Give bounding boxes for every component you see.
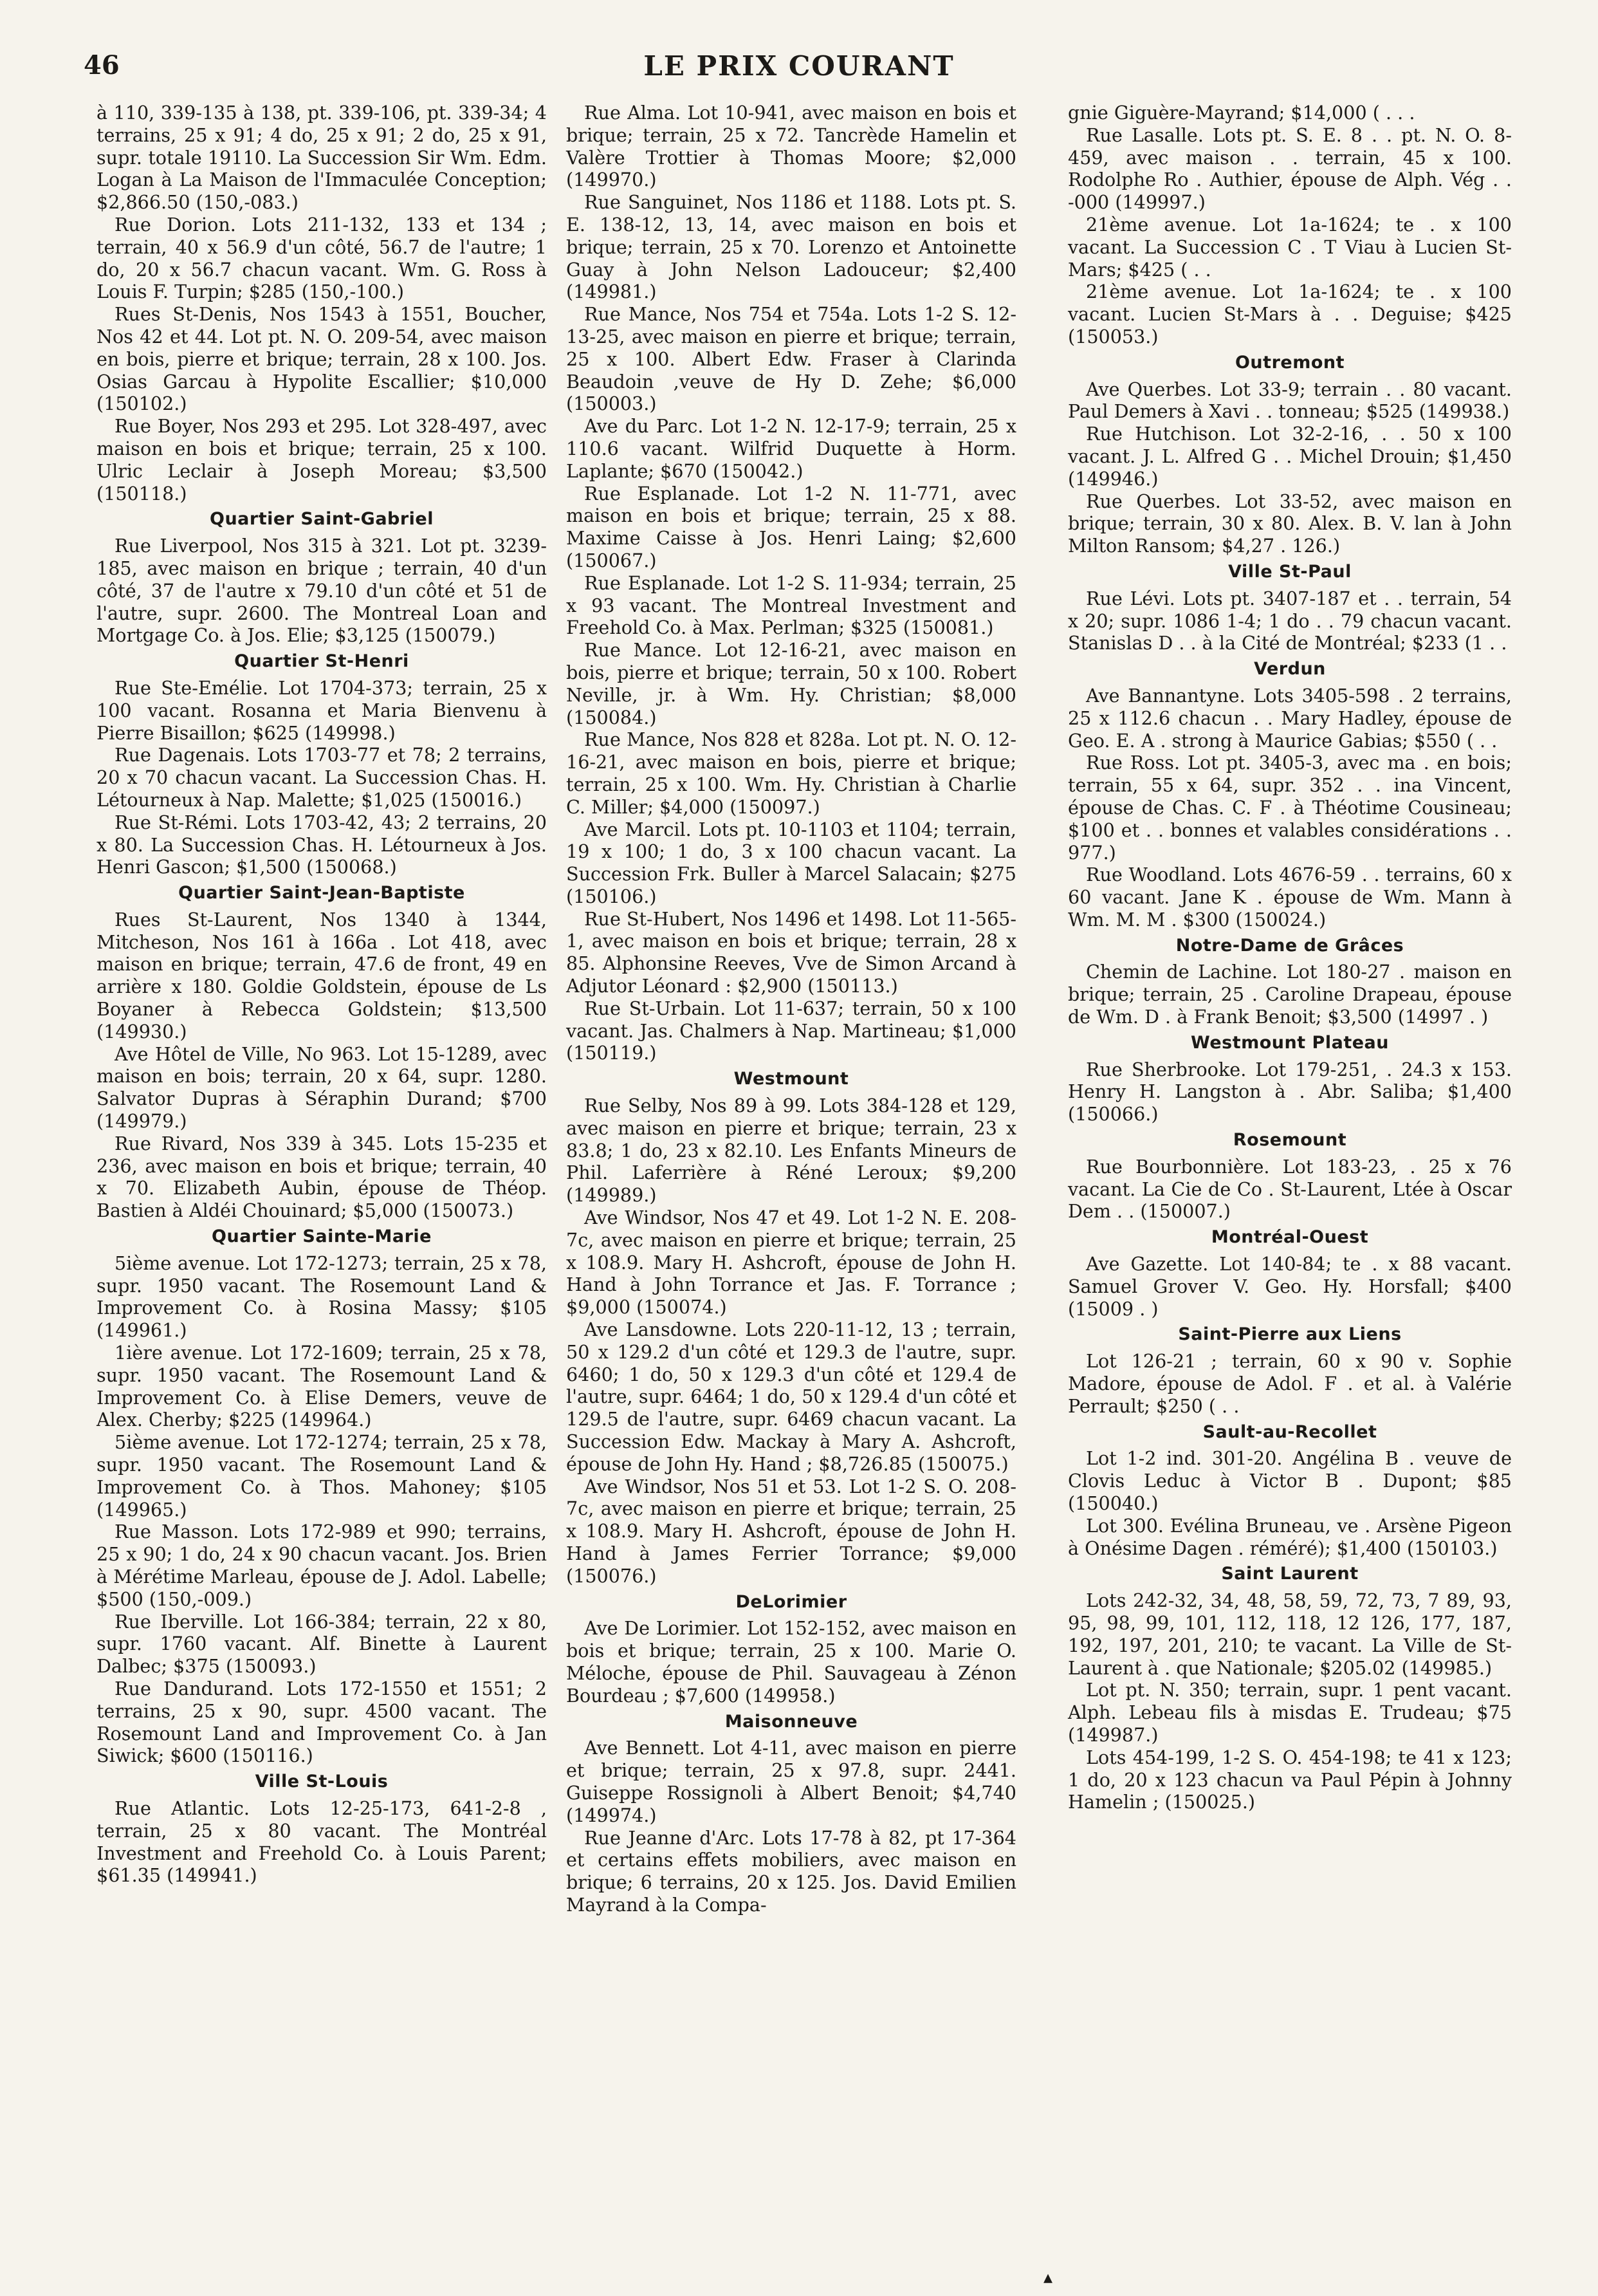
running-head: LE PRIX COURANT (643, 50, 955, 82)
section-heading: DeLorimier (735, 1591, 847, 1612)
listing-entry: Rue Iberville. Lot 166-384; terrain, 22 x 80, supr. 1760 vacant. Alf. Binette à Laurent Dalbec; $375 (150093.) (96, 1610, 547, 1678)
listing-entry: Rue St-Urbain. Lot 11-637; terrain, 50 x 100 vacant. Jas. Chalmers à Nap. Martineau; $1,000 (150119.) (566, 997, 1016, 1064)
listing-entry: Rue Rivard, Nos 339 à 345. Lots 15-235 et 236, avec maison en bois et brique; terrain, 40 x 70. Elizabeth Aubin, épouse de Théop. Bastien à Aldéi Chouinard; $5,000 (150073.) (96, 1132, 547, 1222)
listing-entry: à 110, 339-135 à 138, pt. 339-106, pt. 339-34; 4 terrains, 25 x 91; 4 do, 25 x 91; 2 do, 25 x 91, supr. totale 19110. La Succession Sir Wm. Edm. Logan à La Maison de l'Immaculée Conception; $2,866.50 (150,-083.) (96, 102, 547, 214)
column-2 (566, 102, 1016, 1916)
column-3 (1068, 102, 1512, 1813)
listing-entry: Rue Bourbonnière. Lot 183-23, . 25 x 76 vacant. La Cie de Co . St-Laurent, Ltée à Oscar Dem . . (150007.) (1068, 1155, 1512, 1223)
listing-entry: Rues St-Denis, Nos 1543 à 1551, Boucher, Nos 42 et 44. Lot pt. N. O. 209-54, avec maison en bois, pierre et brique; terrain, 28 x 100. Jos. Osias Garcau à Hypolite Escallier; $10,000 (150102.) (96, 303, 547, 415)
listing-entry: Lot 126-21 ; terrain, 60 x 90 v. Sophie Madore, épouse de Adol. F . et al. à Valérie Perrault; $250 ( . . (1068, 1350, 1512, 1417)
listing-entry: Ave Hôtel de Ville, No 963. Lot 15-1289, avec maison en bois; terrain, 20 x 64, supr. 1280. Salvator Dupras à Séraphin Durand; $700 (149979.) (96, 1042, 547, 1133)
section-heading: Quartier Saint-Jean-Baptiste (178, 883, 465, 903)
listing-entry: 21ème avenue. Lot 1a-1624; te . x 100 vacant. Lucien St-Mars à . . Deguise; $425 (150053.) (1068, 281, 1512, 347)
listing-entry: 21ème avenue. Lot 1a-1624; te . x 100 vacant. La Succession C . T Viau à Lucien St-Mars; $425 ( . . (1068, 213, 1512, 281)
section-heading: Quartier St-Henri (234, 651, 409, 672)
page-number: 46 (84, 50, 120, 80)
section-heading: Westmount Plateau (1191, 1032, 1389, 1053)
listing-entry: Rue Esplanade. Lot 1-2 S. 11-934; terrain, 25 x 93 vacant. The Montreal Investment and Freehold Co. à Max. Perlman; $325 (150081.) (566, 571, 1016, 639)
listing-entry: Ave De Lorimier. Lot 152-152, avec maison en bois et brique; terrain, 25 x 100. Marie O. Méloche, épouse de Phil. Sauvageau à Zénon Bourdeau ; $7,600 (149958.) (566, 1617, 1016, 1707)
listing-entry: Lot pt. N. 350; terrain, supr. 1 pent vacant. Alph. Lebeau fils à misdas E. Trudeau; $75 (149987.) (1068, 1679, 1512, 1746)
listing-entry: Lots 242-32, 34, 48, 58, 59, 72, 73, 7 89, 93, 95, 98, 99, 101, 112, 118, 12 126, 177, 187, 192, 197, 201, 210; te vacant. La Ville de St-Laurent à . que Nationale; $205.02 (149985.) (1068, 1589, 1512, 1679)
listing-entry: Ave du Parc. Lot 1-2 N. 12-17-9; terrain, 25 x 110.6 vacant. Wilfrid Duquette à Horm. Laplante; $670 (150042.) (566, 415, 1016, 482)
listing-entry: Ave Windsor, Nos 51 et 53. Lot 1-2 S. O. 208-7c, avec maison en pierre et brique; terrain, 25 x 108.9. Mary H. Ashcroft, épouse de John H. Hand à James Ferrier Torrance; $9,000 (150076.) (566, 1475, 1016, 1587)
listing-entry: Lots 454-199, 1-2 S. O. 454-198; te 41 x 123; 1 do, 20 x 123 chacun va Paul Pépin à Johnny Hamelin ; (150025.) (1068, 1746, 1512, 1813)
listing-entry: Ave Lansdowne. Lots 220-11-12, 13 ; terrain, 50 x 129.2 d'un côté et 129.3 de l'autre, supr. 6460; 1 do, 50 x 129.3 d'un côté et 129.4 de l'autre, supr. 6464; 1 do, 50 x 129.4 d'un côté et 129.5 de l'autre, supr. 6469 chacun vacant. La Succession Edw. Mackay à Mary A. Ashcroft, épouse de John Hy. Hand ; $8,726.85 (150075.) (566, 1319, 1016, 1475)
section-heading: Rosemount (1233, 1130, 1347, 1151)
listing-entry: Rue Selby, Nos 89 à 99. Lots 384-128 et 129, avec maison en pierre et brique; terrain, 23 x 83.8; 1 do, 23 x 82.10. Les Enfants Mineurs de Phil. Laferrière à Réné Leroux; $9,200 (149989.) (566, 1095, 1016, 1207)
listing-entry: Rue Ross. Lot pt. 3405-3, avec ma . en bois; terrain, 55 x 64, supr. 352 . . ina Vincent, épouse de Chas. C. F . à Théotime Cousineau; $100 et . . bonnes et valables considérations . . 977.) (1068, 752, 1512, 864)
listing-entry: Rue Boyer, Nos 293 et 295. Lot 328-497, avec maison en bois et brique; terrain, 25 x 100. Ulric Leclair à Joseph Moreau; $3,500 (150118.) (96, 415, 547, 505)
listing-entry: Rue Dagenais. Lots 1703-77 et 78; 2 terrains, 20 x 70 chacun vacant. La Succession Chas. H. Létourneux à Nap. Malette; $1,025 (150016.) (96, 744, 547, 811)
section-heading: Maisonneuve (724, 1711, 858, 1732)
listing-entry: Ave Bennett. Lot 4-11, avec maison en pierre et brique; terrain, 25 x 97.8, supr. 2441. Guiseppe Rossignoli à Albert Benoit; $4,740 (149974.) (566, 1737, 1016, 1826)
listing-entry: Rue Mance, Nos 828 et 828a. Lot pt. N. O. 12-16-21, avec maison en bois, pierre et brique; terrain, 25 x 100. Wm. Hy. Christian à Charlie C. Miller; $4,000 (150097.) (566, 728, 1016, 818)
section-heading: Montréal-Ouest (1211, 1227, 1369, 1248)
listing-entry: Rue Lévi. Lots pt. 3407-187 et . . terrain, 54 x 20; supr. 1086 1-4; 1 do . . 79 chacun vacant. Stanislas D . . à la Cité de Montréal; $233 (1 . . (1068, 587, 1512, 654)
listing-entry: Lot 300. Evélina Bruneau, ve . Arsène Pigeon à Onésime Dagen . réméré); $1,400 (150103.) (1068, 1514, 1512, 1559)
listing-entry: Rue Alma. Lot 10-941, avec maison en bois et brique; terrain, 25 x 72. Tancrède Hamelin et Valère Trottier à Thomas Moore; $2,000 (149970.) (566, 102, 1016, 191)
column-1 (96, 102, 547, 1887)
listing-entry: Rue Woodland. Lots 4676-59 . . terrains, 60 x 60 vacant. Jane K . épouse de Wm. Mann à Wm. M. M . $300 (150024.) (1068, 864, 1512, 930)
listing-entry: Ave Querbes. Lot 33-9; terrain . . 80 vacant. Paul Demers à Xavi . . tonneau; $525 (149938.) (1068, 378, 1512, 423)
listing-entry: 5ième avenue. Lot 172-1274; terrain, 25 x 78, supr. 1950 vacant. The Rosemount Land & Improvement Co. à Thos. Mahoney; $105 (149965.) (96, 1431, 547, 1521)
listing-entry: Rue Dandurand. Lots 172-1550 et 1551; 2 terrains, 25 x 90, supr. 4500 vacant. The Rosemount Land and Improvement Co. à Jan Siwick; $600 (150116.) (96, 1677, 547, 1767)
listing-entry: Ave Windsor, Nos 47 et 49. Lot 1-2 N. E. 208-7c, avec maison en pierre et brique; terrain, 25 x 108.9. Mary H. Ashcroft, épouse de John H. Hand à John Torrance et Jas. F. Torrance ; $9,000 (150074.) (566, 1207, 1016, 1319)
listing-entry: Rue St-Hubert, Nos 1496 et 1498. Lot 11-565-1, avec maison en bois et brique; terrain, 28 x 85. Alphonsine Reeves, Vve de Simon Arcand à Adjutor Léonard : $2,900 (150113.) (566, 907, 1016, 997)
footer-mark: ▴ (1043, 2266, 1053, 2288)
section-heading: Saint-Pierre aux Liens (1178, 1324, 1402, 1345)
listing-entry: Rue Mance, Nos 754 et 754a. Lots 1-2 S. 12-13-25, avec maison en pierre et brique; terrain, 25 x 100. Albert Edw. Fraser à Clarinda Beaudoin ,veuve de Hy D. Zehe; $6,000 (150003.) (566, 303, 1016, 415)
section-heading: Quartier Saint-Gabriel (210, 509, 434, 530)
listing-entry: Rue Esplanade. Lot 1-2 N. 11-771, avec maison en bois et brique; terrain, 25 x 88. Maxime Caisse à Jos. Henri Laing; $2,600 (150067.) (566, 482, 1016, 571)
listing-entry: Rue Mance. Lot 12-16-21, avec maison en bois, pierre et brique; terrain, 50 x 100. Robert Neville, jr. à Wm. Hy. Christian; $8,000 (150084.) (566, 639, 1016, 728)
listing-entry: Ave Bannantyne. Lots 3405-598 . 2 terrains, 25 x 112.6 chacun . . Mary Hadley, épouse de Geo. E. A . strong à Maurice Gabias; $550 ( . . (1068, 684, 1512, 752)
listing-entry: Rue St-Rémi. Lots 1703-42, 43; 2 terrains, 20 x 80. La Succession Chas. H. Létourneux à Jos. Henri Gascon; $1,500 (150068.) (96, 811, 547, 878)
section-heading: Notre-Dame de Grâces (1175, 935, 1404, 956)
listing-entry: Rue Sanguinet, Nos 1186 et 1188. Lots pt. S. E. 138-12, 13, 14, avec maison en bois et brique; terrain, 25 x 70. Lorenzo et Antoinette Guay à John Nelson Ladouceur; $2,400 (149981.) (566, 191, 1016, 303)
listing-entry: Rue Atlantic. Lots 12-25-173, 641-2-8 , terrain, 25 x 80 vacant. The Montréal Investment and Freehold Co. à Louis Parent; $61.35 (149941.) (96, 1797, 547, 1887)
listing-entry: Rue Jeanne d'Arc. Lots 17-78 à 82, pt 17-364 et certains effets mobiliers, avec maison en brique; 6 terrains, 20 x 125. Jos. David Emilien Mayrand à la Compa- (566, 1826, 1016, 1916)
listing-entry: Rue Sherbrooke. Lot 179-251, . 24.3 x 153. Henry H. Langston à . Abr. Saliba; $1,400 (150066.) (1068, 1058, 1512, 1125)
section-heading: Outremont (1235, 352, 1345, 373)
listing-entry: Chemin de Lachine. Lot 180-27 . maison en brique; terrain, 25 . Caroline Drapeau, épouse de Wm. D . à Frank Benoit; $3,500 (14997 . ) (1068, 961, 1512, 1028)
listing-entry: Rue Liverpool, Nos 315 à 321. Lot pt. 3239-185, avec maison en brique ; terrain, 40 d'un côté, 37 de l'autre x 79.10 d'un côté et 51 de l'autre, supr. 2600. The Montreal Loan and Mortgage Co. à Jos. Elie; $3,125 (150079.) (96, 535, 547, 647)
section-heading: Sault-au-Recollet (1202, 1421, 1377, 1442)
listing-entry: Ave Marcil. Lots pt. 10-1103 et 1104; terrain, 19 x 100; 1 do, 3 x 100 chacun vacant. La Succession Frk. Buller à Marcel Salacain; $275 (150106.) (566, 818, 1016, 907)
listing-entry: 5ième avenue. Lot 172-1273; terrain, 25 x 78, supr. 1950 vacant. The Rosemount Land & Improvement Co. à Rosina Massy; $105 (149961.) (96, 1252, 547, 1342)
listing-entry: Rue Ste-Emélie. Lot 1704-373; terrain, 25 x 100 vacant. Rosanna et Maria Bienvenu à Pierre Bisaillon; $625 (149998.) (96, 676, 547, 744)
section-heading: Verdun (1254, 659, 1326, 680)
listing-entry: Rue Masson. Lots 172-989 et 990; terrains, 25 x 90; 1 do, 24 x 90 chacun vacant. Jos. Brien à Mérétime Marleau, épouse de J. Adol. Labelle; $500 (150,-009.) (96, 1521, 547, 1610)
listing-entry: Rue Dorion. Lots 211-132, 133 et 134 ; terrain, 40 x 56.9 d'un côté, 56.7 de l'autre; 1 do, 20 x 56.7 chacun vacant. Wm. G. Ross à Louis F. Turpin; $285 (150,-100.) (96, 213, 547, 303)
section-heading: Ville St-Louis (255, 1772, 389, 1792)
listing-entry: Ave Gazette. Lot 140-84; te . x 88 vacant. Samuel Grover V. Geo. Hy. Horsfall; $400 (15009 . ) (1068, 1253, 1512, 1320)
listing-entry: Rue Querbes. Lot 33-52, avec maison en brique; terrain, 30 x 80. Alex. B. V. lan à John Milton Ransom; $4,27 . 126.) (1068, 490, 1512, 557)
listing-entry: 1ière avenue. Lot 172-1609; terrain, 25 x 78, supr. 1950 vacant. The Rosemount Land & Improvement Co. à Elise Demers, veuve de Alex. Cherby; $225 (149964.) (96, 1342, 547, 1431)
listing-entry: Lot 1-2 ind. 301-20. Angélina B . veuve de Clovis Leduc à Victor B . Dupont; $85 (150040.) (1068, 1447, 1512, 1515)
section-heading: Quartier Sainte-Marie (212, 1227, 432, 1247)
section-heading: Saint Laurent (1221, 1564, 1359, 1584)
section-heading: Westmount (733, 1069, 849, 1089)
section-heading: Ville St-Paul (1228, 561, 1352, 582)
listing-entry: gnie Giguère-Mayrand; $14,000 ( . . . (1068, 102, 1415, 124)
listing-entry: Rues St-Laurent, Nos 1340 à 1344, Mitcheson, Nos 161 à 166a . Lot 418, avec maison en brique; terrain, 47.6 de front, 49 en arrière x 180. Goldie Goldstein, épouse de Ls Boyaner à Rebecca Goldstein; $13,500 (149930.) (96, 908, 547, 1042)
listing-entry: Rue Hutchison. Lot 32-2-16, . . 50 x 100 vacant. J. L. Alfred G . . Michel Drouin; $1,450 (149946.) (1068, 423, 1512, 490)
listing-entry: Rue Lasalle. Lots pt. S. E. 8 . . pt. N. O. 8-459, avec maison . . terrain, 45 x 100. Rodolphe Ro . Authier, épouse de Alph. Vég . . -000 (149997.) (1068, 124, 1512, 214)
